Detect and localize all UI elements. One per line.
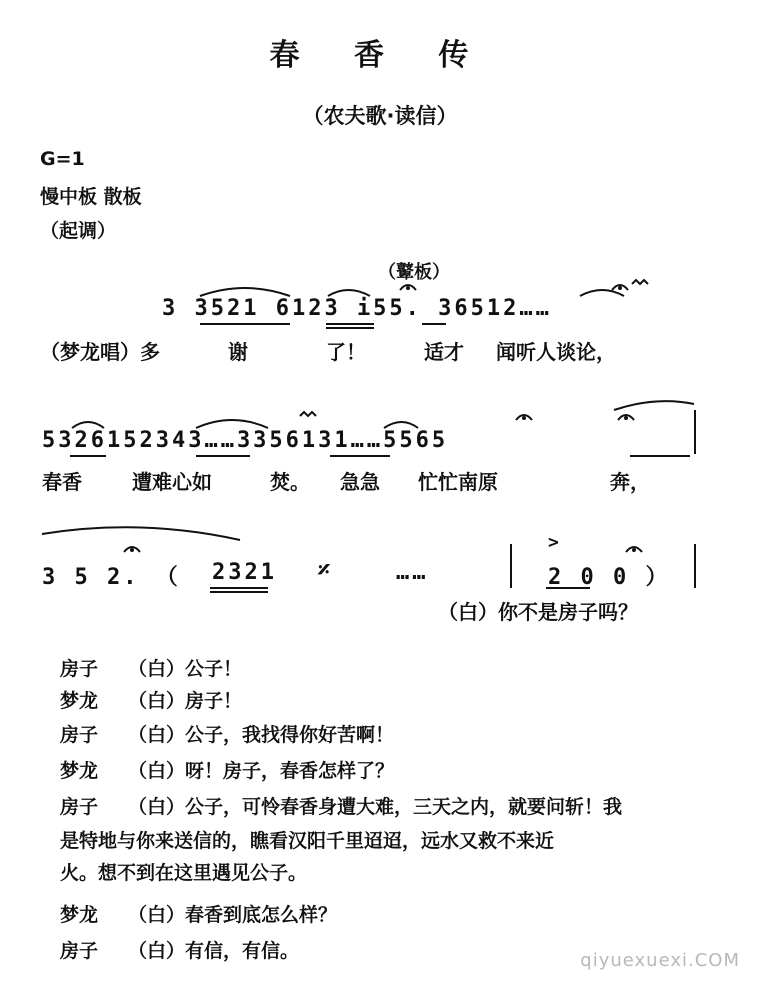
song-subtitle: （农夫歌·读信） <box>302 104 458 128</box>
dialogue-text: （白）春香到底怎么样？ <box>128 904 338 926</box>
repeat-sign: 𝄎 <box>318 556 333 584</box>
speaker-name: 房子 <box>60 724 99 746</box>
score-line-3a: 3 5 2. （ <box>42 565 181 590</box>
lyric-word: 遭难心如 <box>132 470 212 494</box>
dialogue-line <box>60 756 740 784</box>
lyric-word: 了！ <box>326 340 366 364</box>
tempo-marking: 慢中板 散板 <box>40 186 142 208</box>
dialogue-text: （白）公子！ <box>128 658 243 680</box>
lyrics-line-3: （白）你不是房子吗？ <box>438 600 638 624</box>
slur <box>72 422 104 428</box>
score-line-3b: 2321 <box>212 560 277 585</box>
lyric-word: 焚。 <box>270 470 310 494</box>
dialogue-line <box>60 792 740 888</box>
speaker-name: 房子 <box>60 658 99 680</box>
score-line-3c: 2 0 0 ） <box>548 565 671 590</box>
key-signature: G=1 <box>40 148 85 170</box>
trill <box>632 280 648 284</box>
lyric-word: （梦龙唱）多 <box>40 340 160 364</box>
dialogue-text: （白）呀！房子，春香怎样了？ <box>128 760 395 782</box>
dialogue-text: （白）公子，我找得你好苦啊！ <box>128 724 395 746</box>
slur <box>328 290 370 296</box>
dialogue-text: 火。想不到在这里遇见公子。 <box>60 862 308 884</box>
speaker-name: 房子 <box>60 940 99 962</box>
lyric-word: 闻听人谈论， <box>496 340 616 364</box>
dialogue-text: 是特地与你来送信的，瞧看汉阳千里迢迢，远水又救不来近 <box>60 830 555 852</box>
dialogue-line <box>60 720 740 748</box>
trill <box>300 412 316 416</box>
slur <box>42 527 240 540</box>
dialogue-text: （白）房子！ <box>128 690 243 712</box>
accent-mark: > <box>548 532 562 553</box>
percussion-marking: （鼙板） <box>378 262 450 283</box>
slur <box>200 288 290 296</box>
speaker-name: 房子 <box>60 796 99 818</box>
song-title: 春 香 传 <box>269 38 491 73</box>
continuation-dots: …… <box>396 560 429 585</box>
site-watermark: qiyuexuexi.COM <box>580 950 740 971</box>
dialogue-text: （白）有信，有信。 <box>128 940 300 962</box>
lyric-word: 春香 <box>42 470 82 494</box>
lyric-word: 急急 <box>340 470 380 494</box>
speaker-name: 梦龙 <box>60 904 99 926</box>
dialogue-line <box>60 654 740 682</box>
lyric-word: 忙忙南原 <box>418 470 498 494</box>
speaker-name: 梦龙 <box>60 690 99 712</box>
lyric-word: 适才 <box>424 340 464 364</box>
lyric-word: 奔， <box>610 470 650 494</box>
slur <box>384 422 418 428</box>
score-line-2: 5326152343……3356131……5565 <box>42 428 449 453</box>
slur <box>580 290 624 296</box>
dialogue-line <box>60 686 740 714</box>
intro-marking: （起调） <box>40 220 117 242</box>
score-line-1: 3 3521 6123 i55. 36512…… <box>162 296 552 321</box>
dialogue-text: （白）公子，可怜春香身遭大难，三天之内，就要问斩！我 <box>128 796 623 818</box>
dialogue-line <box>60 900 740 928</box>
slur <box>614 401 694 410</box>
speaker-name: 梦龙 <box>60 760 99 782</box>
lyric-word: 谢 <box>228 340 248 364</box>
slur <box>196 420 268 428</box>
